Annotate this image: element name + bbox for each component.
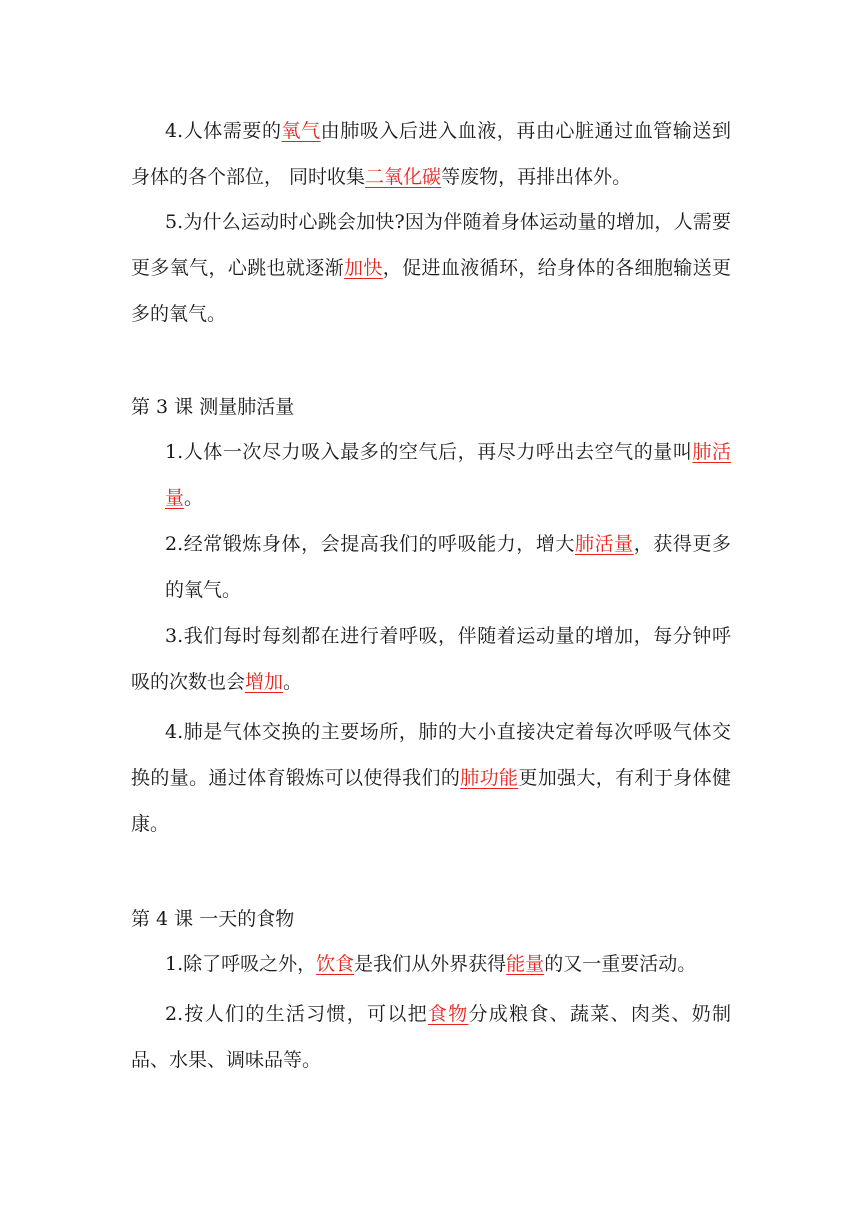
lesson3-item3-text-a: 3.我们每时每刻都在进行着呼吸，伴随着运动量的增加，每分钟呼吸的次数也会 <box>131 625 731 693</box>
lesson2-item4-text-b: 由肺吸入后进入血液，再由心脏通过血管输送到身体的各个部位， 同时收集 <box>131 120 731 188</box>
lesson2-item4-text-a: 4.人体需要的 <box>165 120 282 142</box>
keyword-speed-up: 加快 <box>344 257 383 279</box>
keyword-vital-capacity-2: 肺活量 <box>575 533 634 555</box>
keyword-carbon-dioxide: 二氧化碳 <box>365 166 442 188</box>
lesson4-item1-text-c: 的又一重要活动。 <box>544 953 697 975</box>
lesson2-item4-text-c: 等废物，再排出体外。 <box>441 166 632 188</box>
lesson3-item4-text-a: 4.肺是气体交换的主要场所，肺的大小直接决定着每次呼吸气体交换的量。通过体育锻炼可以使得我们的 <box>131 721 731 789</box>
keyword-food: 食物 <box>427 1003 469 1025</box>
keyword-energy: 能量 <box>506 953 545 975</box>
lesson4-item2-text-b: 分成粮食、蔬菜、肉类、奶制品、水果、调味品等。 <box>131 1003 731 1071</box>
lesson3-item1-text-a: 1.人体一次尽力吸入最多的空气后，再尽力呼出去空气的量叫 <box>165 441 693 463</box>
lesson4-item1-text-a: 1.除了呼吸之外， <box>165 953 317 975</box>
lesson3-title: 第 3 课 测量肺活量 <box>131 396 295 418</box>
keyword-increase: 增加 <box>245 671 284 693</box>
lesson2-item5-text-b: ，促进血液循环，给身体的各细胞输送更多的氧气。 <box>131 257 731 325</box>
lesson4-item1-paragraph <box>131 941 731 987</box>
lesson3-item4-text-b: 更加强大，有利于身体健康。 <box>131 767 731 835</box>
lesson3-item3-paragraph <box>131 613 731 705</box>
lesson4-item1-text-b: 是我们从外界获得 <box>354 953 507 975</box>
lesson2-item5-paragraph <box>131 199 731 337</box>
keyword-oxygen: 氧气 <box>281 120 321 142</box>
lesson2-item5-text-a: 5.为什么运动时心跳会加快?因为伴随着身体运动量的增加，人需要更多氧气，心跳也就逐渐 <box>131 211 731 279</box>
lesson3-item1-text-b: 。 <box>184 487 204 509</box>
lesson4-item2-text-a: 2.按人们的生活习惯，可以把 <box>165 1003 428 1025</box>
lesson4-title: 第 4 课 一天的食物 <box>131 908 295 930</box>
lesson3-item3-text-b: 。 <box>283 671 303 693</box>
lesson3-item4-paragraph <box>131 709 731 847</box>
keyword-lung-function: 肺功能 <box>460 767 519 789</box>
lesson2-item4-paragraph <box>131 108 731 200</box>
keyword-diet: 饮食 <box>316 953 355 975</box>
lesson3-item2-paragraph <box>165 521 731 613</box>
lesson3-item1-paragraph <box>165 429 731 521</box>
keyword-vital-capacity: 肺活量 <box>165 441 731 509</box>
lesson4-item2-paragraph <box>131 991 731 1083</box>
lesson3-item2-text-a: 2.经常锻炼身体，会提高我们的呼吸能力，增大 <box>165 533 575 555</box>
lesson3-item2-text-b: ，获得更多的氧气。 <box>165 533 731 601</box>
